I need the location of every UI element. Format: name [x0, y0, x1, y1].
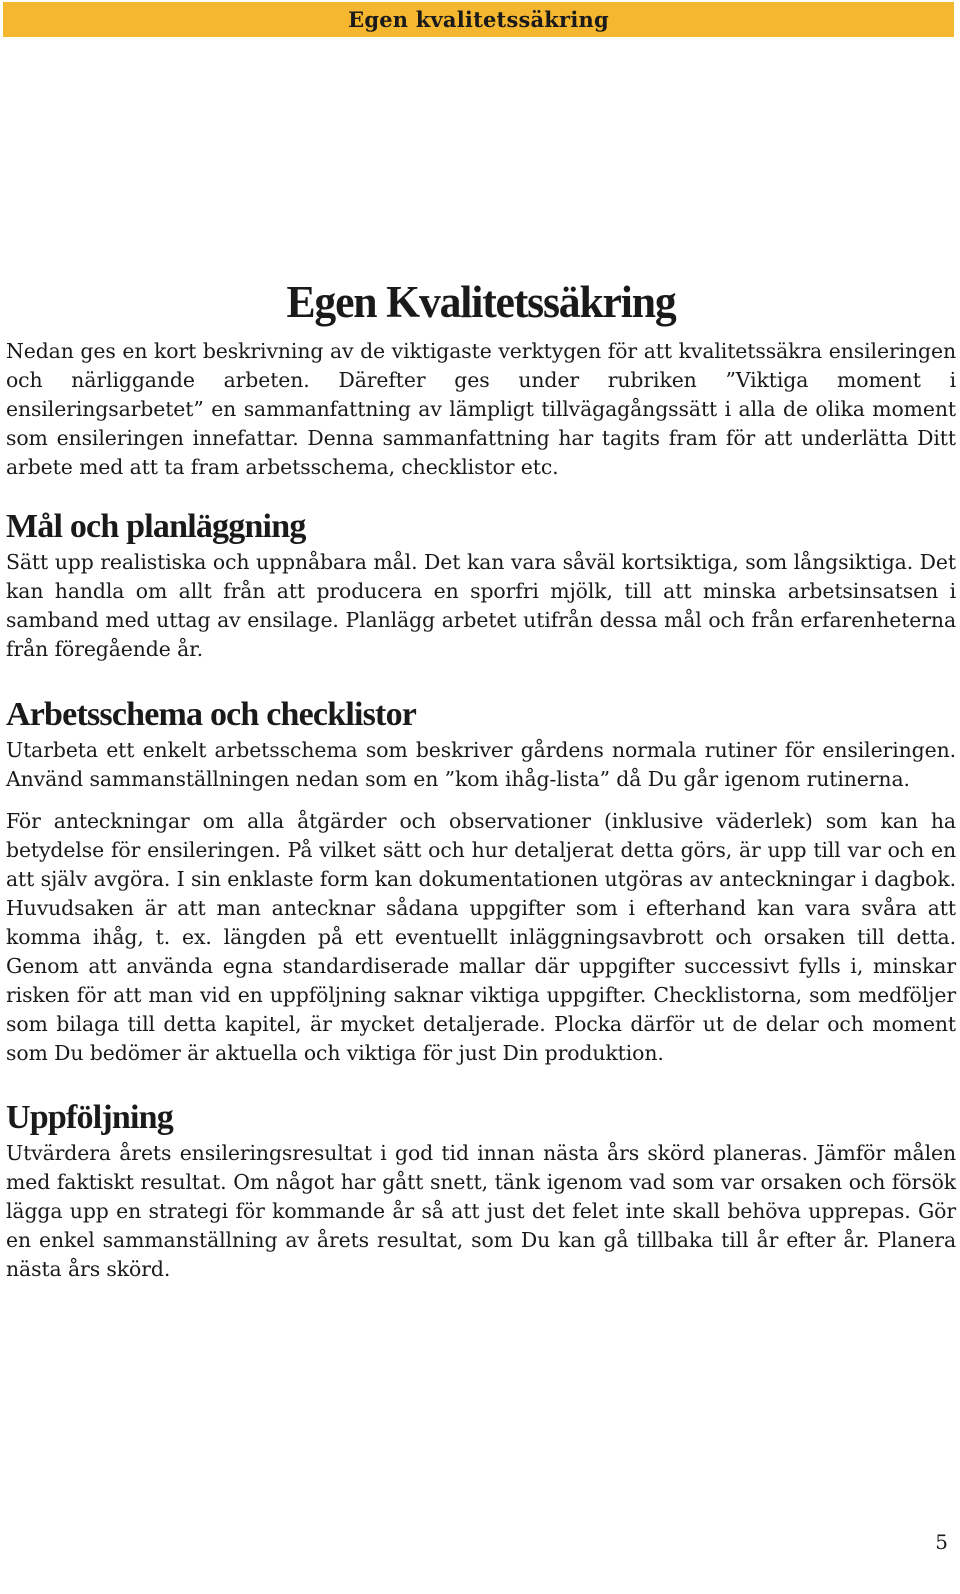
page-title: Egen Kvalitetssäkring — [286, 277, 676, 327]
section-paragraph: Utarbeta ett enkelt arbetsschema som beskriver gårdens normala rutiner för ensileringen. Använd sammanställningen nedan som en ”kom ihåg-lista” då Du går igenom rutinerna. — [6, 738, 956, 791]
section-heading-uppfoljning: Uppföljning — [6, 1099, 173, 1136]
section-heading-mal-och-planlaggning: Mål och planläggning — [6, 508, 306, 545]
section-heading-arbetsschema-och-checklistor: Arbetsschema och checklistor — [6, 696, 417, 733]
section-paragraph: Sätt upp realistiska och uppnåbara mål. Det kan vara såväl kortsiktiga, som långsiktiga. Det kan handla om allt från att producera en sporfri mjölk, till att minska arbetsinsatsen i samband med uttag av ensilage. Planlägg arbetet utifrån dessa mål och från erfarenheterna från föregående år. — [6, 550, 956, 661]
running-header-title: Egen kvalitetssäkring — [348, 7, 609, 32]
header-band — [3, 2, 954, 37]
section-paragraph: Utvärdera årets ensileringsresultat i god tid innan nästa års skörd planeras. Jämför målen med faktiskt resultat. Om något har gått snett, tänk igenom vad som var orsaken och försök lägga upp en strategi för kommande år så att just det felet inte skall behöva upprepas. Gör en enkel sammanställning av årets resultat, som Du kan gå tillbaka till år efter år. Planera nästa års skörd. — [6, 1141, 956, 1281]
main-content — [6, 276, 956, 1284]
intro-paragraph: Nedan ges en kort beskrivning av de viktigaste verktygen för att kvalitetssäkra ensileringen och närliggande arbeten. Därefter ges under rubriken ”Viktiga moment i ensileringsarbetet” en sammanfattning av lämpligt tillvägagångssätt i alla de olika moment som ensileringen innefattar. Denna sammanfattning har tagits fram för att underlätta Ditt arbete med att ta fram arbetsschema, checklistor etc. — [6, 339, 956, 479]
section-paragraph: För anteckningar om alla åtgärder och observationer (inklusive väderlek) som kan ha betydelse för ensileringen. På vilket sätt och hur detaljerat detta görs, är upp till var och en att själv avgöra. I sin enklaste form kan dokumentationen utgöras av anteckningar i dagbok. Huvudsaken är att man antecknar sådana uppgifter som i efterhand kan vara svåra att komma ihåg, t. ex. längden på ett eventuellt inläggningsavbrott och orsaken till detta. Genom att använda egna standardiserade mallar där uppgifter successivt fylls i, minskar risken för att man vid en uppföljning saknar viktiga uppgifter. Checklistorna, som medföljer som bilaga till detta kapitel, är mycket detaljerade. Plocka därför ut de delar och moment som Du bedömer är aktuella och viktiga för just Din produktion. — [6, 809, 956, 1065]
page-number: 5 — [935, 1530, 948, 1554]
